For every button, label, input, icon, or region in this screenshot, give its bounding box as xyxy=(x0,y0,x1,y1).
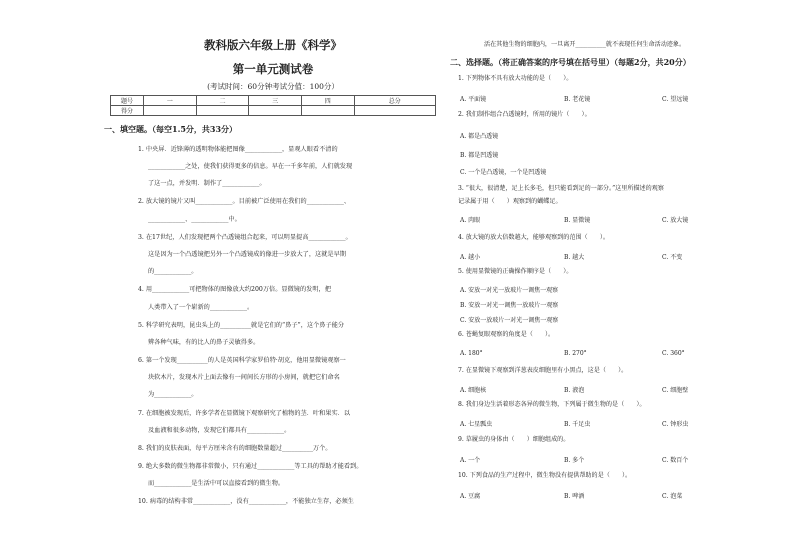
question-line: ____________、____________中。 xyxy=(148,216,241,223)
choice-stem: 10. 下列食品的生产过程中，微生物没有提供帮助的是（ ）。 xyxy=(458,472,632,479)
choice-stem: 5. 使用显微镜的正确操作顺序是（ ）。 xyxy=(458,268,573,275)
option-a[interactable]: A. 豆腐 xyxy=(460,493,481,500)
option-b[interactable]: B. 多个 xyxy=(564,457,585,464)
option-a[interactable]: A. 一个 xyxy=(460,457,481,464)
option-c[interactable]: C. 360° xyxy=(662,350,685,357)
option-b[interactable]: B. 270° xyxy=(564,350,587,357)
score-input-cell[interactable] xyxy=(144,106,197,116)
score-cell: 三 xyxy=(249,96,302,106)
score-table xyxy=(110,95,436,116)
question-line: 4. 用____________可把物体的图像放大约200万倍。显微镜的发明，把 xyxy=(138,286,331,293)
question-line: 为____________。 xyxy=(148,391,198,398)
question-line: 7. 在细胞被发现后，许多学者在显微镜下观察研究了植物的茎．叶和果实．以 xyxy=(138,410,351,417)
option-c[interactable]: C. 不变 xyxy=(662,254,683,261)
option-a[interactable]: A. 安放一对光一放玻片一调焦一观察 xyxy=(460,287,559,294)
exam-title: 教科版六年级上册《科学》 xyxy=(204,38,342,52)
option-a[interactable]: A. 七星瓢虫 xyxy=(460,421,493,428)
question-line: 6. 第一个发现__________的人是英国科学家罗伯特·胡克，他用显微镜观察一 xyxy=(138,357,346,364)
score-cell: 四 xyxy=(301,96,354,106)
option-c[interactable]: C. 泡菜 xyxy=(662,493,683,500)
exam-subtitle: 第一单元测试卷 xyxy=(232,62,314,76)
choice-stem: 7. 在显微镜下观察到洋葱表皮细胞里有小黑点，这是（ ）。 xyxy=(458,367,628,374)
option-a[interactable]: A. 越小 xyxy=(460,254,481,261)
question-line: 9. 绝大多数的微生物都非常微小，只有通过____________等工具的帮助才能看到。 xyxy=(138,463,363,470)
option-c[interactable]: C. 望远镜 xyxy=(662,96,689,103)
option-b[interactable]: B. 显微镜 xyxy=(564,217,591,224)
question-line: 及血液和很多动物，发现它们都具有____________。 xyxy=(148,427,291,434)
question-line: 1. 中央屏．近锋薄的透明物体能把图像____________，显观人眼看不清的 xyxy=(138,146,338,153)
score-cell: 二 xyxy=(196,96,249,106)
question-line: 这是因为一个凸透镜把另外一个凸透镜成的像进一步放大了，这就是早期 xyxy=(148,251,346,258)
option-b[interactable]: B. 千足虫 xyxy=(564,421,591,428)
score-cell: 总分 xyxy=(354,96,435,106)
question-line: 而____________是生活中可以直接看到的微生物。 xyxy=(148,480,285,487)
score-input-cell[interactable] xyxy=(196,106,249,116)
choice-stem: 3. “很大，很清楚，足上长多毛，但只能看到足的一部分。”这里所描述的观察 xyxy=(458,185,664,192)
question-line: 3. 在17世纪，人们发现把两个凸透镜组合起来，可以明显提高____________。 xyxy=(138,234,352,241)
choice-options xyxy=(460,385,688,394)
option-b[interactable]: B. 都是凹透镜 xyxy=(460,152,499,159)
option-a[interactable]: A. 肉眼 xyxy=(460,217,481,224)
choice-stem: 2. 我们制作组合凸透镜时，所用的镜片（ ）。 xyxy=(458,111,591,118)
option-b[interactable]: B. 液泡 xyxy=(564,387,585,394)
choice-stem: 4. 放大镜的放大倍数越大，能够观察到的范围（ ）。 xyxy=(458,234,609,241)
choice-stem: 1. 下列物体不具有放大功能的是（ ）。 xyxy=(458,75,573,82)
question-line: 人类带入了一个崭新的____________。 xyxy=(148,304,254,311)
option-b[interactable]: B. 安放一对光一调焦一放玻片一观察 xyxy=(460,302,559,309)
score-table-score-row xyxy=(111,106,436,116)
choice-options xyxy=(460,350,685,357)
choice-options xyxy=(460,94,688,103)
exam-info: (考试时间：60分钟考试分值：100分） xyxy=(207,82,339,91)
choice-options xyxy=(460,215,688,224)
question-line: 的____________。 xyxy=(148,268,198,275)
option-b[interactable]: B. 越大 xyxy=(564,254,585,261)
option-a[interactable]: A. 细胞核 xyxy=(460,387,487,394)
score-input-cell[interactable] xyxy=(301,106,354,116)
option-c[interactable]: C. 安放一放玻片一对光一调焦一观察 xyxy=(460,317,559,324)
question-line: 10. 病毒的结构非常____________，没有____________，不能独立生存，必须生 xyxy=(138,498,354,505)
option-b[interactable]: B. 老花镜 xyxy=(564,96,591,103)
option-b[interactable]: B. 啤酒 xyxy=(564,493,585,500)
choice-options xyxy=(460,491,682,500)
choice-options xyxy=(460,419,688,428)
score-cell: 题号 xyxy=(111,96,144,106)
choice-stem: 8. 我们身边生活着形态各异的微生物，下列属于微生物的是（ ）。 xyxy=(458,401,646,408)
question-line: 8. 我们的皮肤表面，每平方厘米含有的细胞数量超过__________万个。 xyxy=(138,445,332,452)
score-input-cell[interactable] xyxy=(354,106,435,116)
question-line: 5. 科学研究表明，昆虫头上的__________就是它们的“鼻子”，这个鼻子能分 xyxy=(138,322,345,329)
question-line: 辨各种气味，有的比人的鼻子灵敏得多。 xyxy=(148,339,260,346)
choice-stem: 6. 苍蝇复眼观察的角度是（ ）。 xyxy=(458,331,555,338)
question-line: 块软木片，发现木片上面去像有一间间长方形的小房间，就把它们命名 xyxy=(148,374,340,381)
score-table-header-row xyxy=(111,96,436,106)
option-c[interactable]: C. 放大镜 xyxy=(662,217,689,224)
choice-options xyxy=(460,252,682,261)
option-c[interactable]: C. 细胞壁 xyxy=(662,387,689,394)
choice-options xyxy=(460,455,688,464)
choice-stem: 9. 草履虫的身体由（ ）细胞组成的。 xyxy=(458,436,570,443)
option-c[interactable]: C. 钟形虫 xyxy=(662,421,689,428)
option-a[interactable]: A. 180° xyxy=(460,350,483,357)
choice-stem-continued: 记录属于用（ ）观察到的蝴蝶足。 xyxy=(458,198,562,205)
continuation-line: 活在其他生物的细胞内，一旦离开__________就不表现任何生命活动迹象。 xyxy=(484,41,686,48)
section2-heading: 二、选择题。（将正确答案的序号填在括号里）（每题2分，共20分） xyxy=(450,57,691,67)
option-a[interactable]: A. 平面镜 xyxy=(460,96,487,103)
question-line: 2. 放大镜的镜片又叫____________。目前被广泛使用在我们的____________、 xyxy=(138,198,351,205)
section1-heading: 一、填空题。（每空1.5分，共33分） xyxy=(104,124,238,134)
option-a[interactable]: A. 都是凸透镜 xyxy=(460,133,499,140)
question-line: ____________之处，使我们获得更多的信息。早在一千多年前，人们就发现 xyxy=(148,163,353,170)
option-c[interactable]: C. 数百个 xyxy=(662,457,689,464)
score-cell: 一 xyxy=(144,96,197,106)
option-c[interactable]: C. 一个是凸透镜，一个是凹透镜 xyxy=(460,169,547,176)
score-input-cell[interactable] xyxy=(249,106,302,116)
question-line: 了这一点，并发明．制作了____________。 xyxy=(148,180,266,187)
score-cell: 得分 xyxy=(111,106,144,116)
